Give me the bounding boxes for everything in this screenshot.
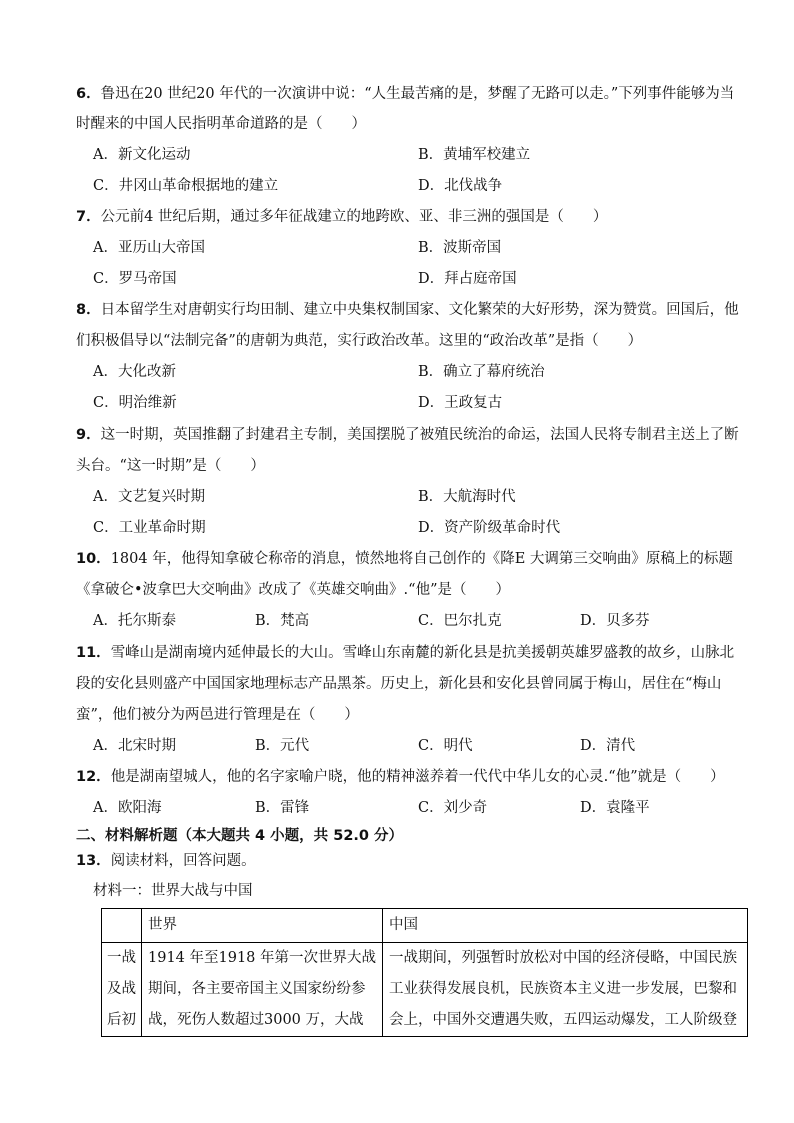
cell-line: 战，死伤人数超过3000 万，大战 — [148, 1012, 364, 1028]
cell-line: 会上，中国外交遭遇失败，五四运动爆发，工人阶级登 — [389, 1012, 738, 1028]
question-9-option-d: D．资产阶级革命时代 — [418, 520, 561, 536]
question-6-option-c: C．井冈山革命根据地的建立 — [93, 178, 279, 194]
question-number: 12． — [76, 769, 111, 785]
cell-line: 工业获得发展良机，民族资本主义进一步发展，巴黎和 — [389, 981, 738, 997]
question-9-option-c: C．工业革命时期 — [93, 520, 206, 536]
question-text: 他是湖南望城人，他的名字家喻户晓，他的精神滋养着一代代中华儿女的心灵.“他”就是（ ） — [110, 769, 725, 785]
table-row — [102, 943, 748, 1037]
question-7-line-1 — [76, 207, 607, 227]
question-8-option-b: B．确立了幕府统治 — [418, 364, 545, 380]
question-8-line-2: 们积极倡导以“法制完备”的唐朝为典范，实行政治改革。这里的“政治改革”是指（ ） — [76, 333, 643, 349]
question-11-option-b: B．元代 — [255, 738, 310, 754]
question-7-option-d: D．拜占庭帝国 — [418, 271, 517, 287]
question-text: 阅读材料，回答问题。 — [110, 853, 256, 869]
question-text: 这一时期，英国推翻了封建君主专制，美国摆脱了被殖民统治的命运，法国人民将专制君主送上了断 — [100, 427, 739, 443]
question-9-line-1 — [76, 425, 739, 445]
question-text: 鲁迅在20 世纪20 年代的一次演讲中说：“人生最苦痛的是，梦醒了无路可以走。”下列事件能够为当 — [100, 86, 735, 102]
question-10-option-c: C．巴尔扎克 — [418, 613, 502, 629]
question-number: 8． — [76, 302, 101, 318]
cell-line: 1914 年至1918 年第一次世界大战 — [148, 950, 377, 966]
question-number: 13． — [76, 853, 111, 869]
question-6-line-2: 时醒来的中国人民指明革命道路的是（ ） — [76, 116, 366, 132]
question-text: 1804 年，他得知拿破仑称帝的消息，愤然地将自己创作的《降E 大调第三交响曲》原稿上的标题 — [110, 551, 733, 567]
question-12-option-c: C．刘少奇 — [418, 800, 488, 816]
question-text: 雪峰山是湖南境内延伸最长的大山。雪峰山东南麓的新化县是抗美援朝英雄罗盛教的故乡，山脉北 — [110, 645, 735, 661]
question-7-option-a: A．亚历山大帝国 — [93, 240, 205, 256]
china-cell — [383, 943, 748, 1037]
question-6-option-d: D．北伐战争 — [418, 178, 503, 194]
question-8-option-c: C．明治维新 — [93, 395, 177, 411]
question-text: 日本留学生对唐朝实行均田制、建立中央集权制国家、文化繁荣的大好形势，深为赞赏。回国后，他 — [100, 302, 739, 318]
question-11-option-a: A．北宋时期 — [93, 738, 176, 754]
question-number: 11． — [76, 645, 111, 661]
material-title: 材料一：世界大战与中国 — [93, 883, 253, 899]
question-10-option-d: D．贝多芬 — [580, 613, 650, 629]
section-heading: 二、材料解析题（本大题共 4 小题，共 52.0 分） — [76, 828, 404, 844]
question-10-line-2: 《拿破仑•波拿巴大交响曲》改成了《英雄交响曲》.“他”是（ ） — [76, 582, 510, 598]
question-6-option-b: B．黄埔军校建立 — [418, 147, 531, 163]
question-8-line-1 — [76, 300, 739, 320]
question-13-line-1 — [76, 851, 256, 871]
question-11-option-c: C．明代 — [418, 738, 473, 754]
question-7-option-b: B．波斯帝国 — [418, 240, 502, 256]
question-6-option-a: A．新文化运动 — [93, 147, 191, 163]
table-header-cell: 中国 — [383, 909, 748, 943]
question-12-option-d: D．袁隆平 — [580, 800, 650, 816]
question-10-option-b: B．梵高 — [255, 613, 310, 629]
cell-line: 一战期间，列强暂时放松对中国的经济侵略，中国民族 — [389, 950, 738, 966]
table-header-row — [102, 909, 748, 943]
question-number: 10． — [76, 551, 111, 567]
cell-line: 后初 — [107, 1012, 136, 1028]
question-11-line-2: 段的安化县则盛产中国国家地理标志产品黑茶。历史上，新化县和安化县曾同属于梅山，居住在“梅山 — [76, 676, 722, 692]
question-8-option-a: A．大化改新 — [93, 364, 176, 380]
table-header-cell — [102, 909, 142, 943]
question-number: 7． — [76, 209, 101, 225]
question-7-option-c: C．罗马帝国 — [93, 271, 177, 287]
question-10-line-1 — [76, 549, 733, 569]
row-label-cell — [102, 943, 142, 1037]
question-6-line-1 — [76, 84, 734, 104]
question-12-line-1 — [76, 767, 725, 787]
question-number: 9． — [76, 427, 101, 443]
question-11-option-d: D．清代 — [580, 738, 636, 754]
question-text: 公元前4 世纪后期，通过多年征战建立的地跨欧、亚、非三洲的强国是（ ） — [100, 209, 608, 225]
question-number: 6． — [76, 86, 101, 102]
question-11-line-1 — [76, 643, 734, 663]
question-9-option-a: A．文艺复兴时期 — [93, 489, 205, 505]
cell-line: 及战 — [107, 981, 136, 997]
question-8-option-d: D．王政复古 — [418, 395, 503, 411]
material-table — [101, 908, 748, 1037]
table-header-cell: 世界 — [142, 909, 383, 943]
question-12-option-b: B．雷锋 — [255, 800, 310, 816]
question-10-option-a: A．托尔斯泰 — [93, 613, 176, 629]
cell-line: 一战 — [107, 950, 136, 966]
cell-line: 期间，各主要帝国主义国家纷纷参 — [148, 981, 366, 997]
world-cell — [142, 943, 383, 1037]
question-11-line-3: 蛮”，他们被分为两邑进行管理是在（ ） — [76, 707, 359, 723]
question-12-option-a: A．欧阳海 — [93, 800, 162, 816]
question-9-option-b: B．大航海时代 — [418, 489, 516, 505]
question-9-line-2: 头台。“这一时期”是（ ） — [76, 458, 265, 474]
